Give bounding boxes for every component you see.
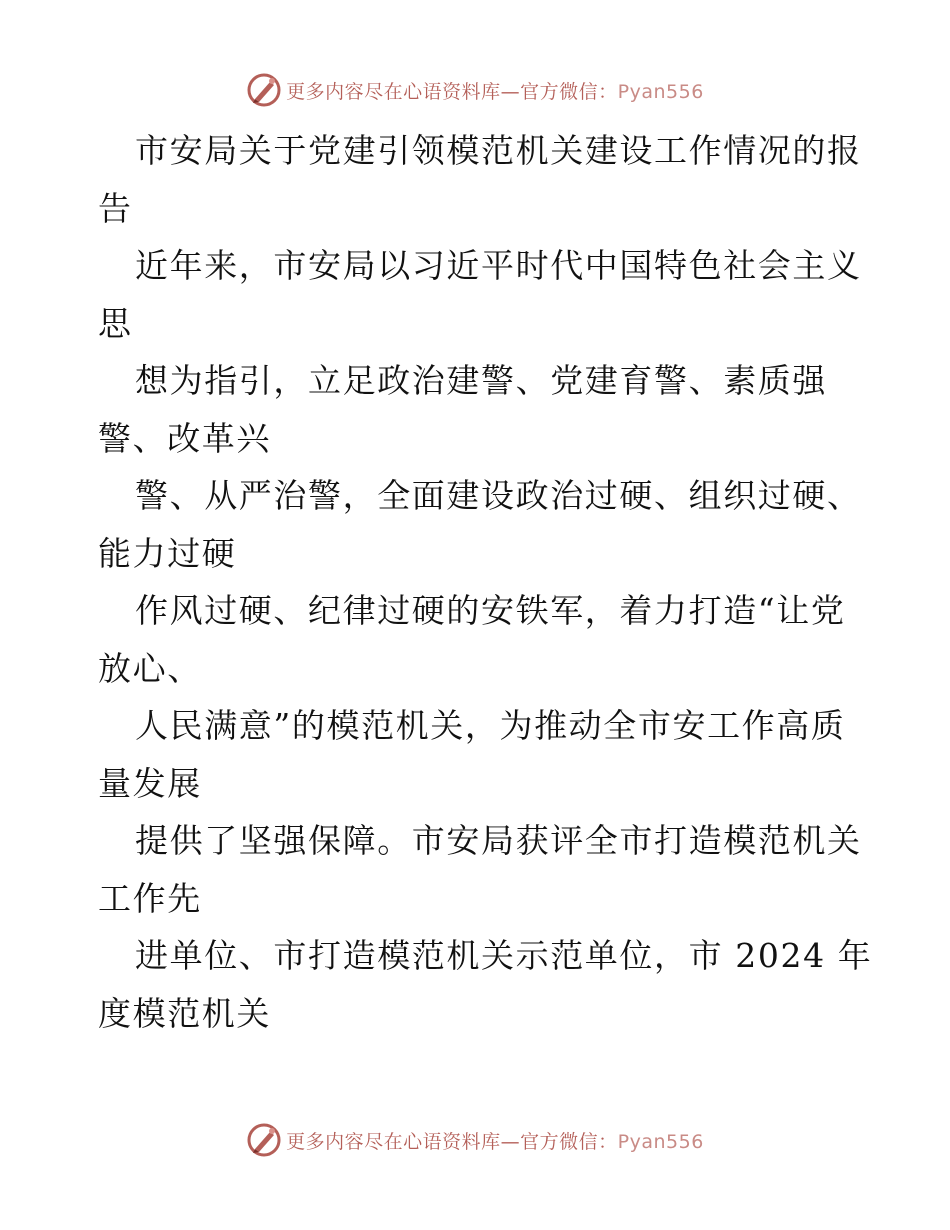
document-line: 警、从严治警，全面建设政治过硬、组织过硬、	[135, 476, 862, 515]
document-line: 能力过硬	[98, 533, 237, 573]
watermark-banner-top	[0, 70, 950, 110]
document-line: 市安局关于党建引领模范机关建设工作情况的报	[135, 131, 862, 170]
document-line: 工作先	[98, 878, 202, 918]
document-line: 想为指引，立足政治建警、党建育警、素质强	[135, 361, 827, 400]
document-line: 近年来，市安局以习近平时代中国特色社会主义	[135, 246, 862, 285]
document-line: 量发展	[98, 763, 202, 803]
document-line: 度模范机关	[98, 993, 271, 1033]
document-line: 提供了坚强保障。市安局获评全市打造模范机关	[135, 821, 862, 860]
watermark-text: 更多内容尽在心语资料库—官方微信：	[286, 80, 618, 103]
document-body	[98, 122, 873, 1042]
document-line: 进单位、市打造模范机关示范单位，市 2024 年	[135, 936, 873, 975]
watermark-text: 更多内容尽在心语资料库—官方微信：	[286, 1130, 618, 1153]
document-line: 思	[98, 303, 133, 343]
pen-logo-icon	[246, 1122, 282, 1158]
document-line: 警、改革兴	[98, 418, 271, 458]
document-line: 人民满意”的模范机关，为推动全市安工作高质	[135, 706, 846, 745]
document-line: 告	[98, 188, 133, 228]
document-line: 作风过硬、纪律过硬的安铁军，着力打造“让党	[135, 591, 846, 630]
watermark-banner-bottom	[0, 1120, 950, 1160]
watermark-handle: Pyan556	[617, 80, 704, 103]
pen-logo-icon	[246, 72, 282, 108]
watermark-handle: Pyan556	[617, 1130, 704, 1153]
document-line: 放心、	[98, 648, 202, 688]
